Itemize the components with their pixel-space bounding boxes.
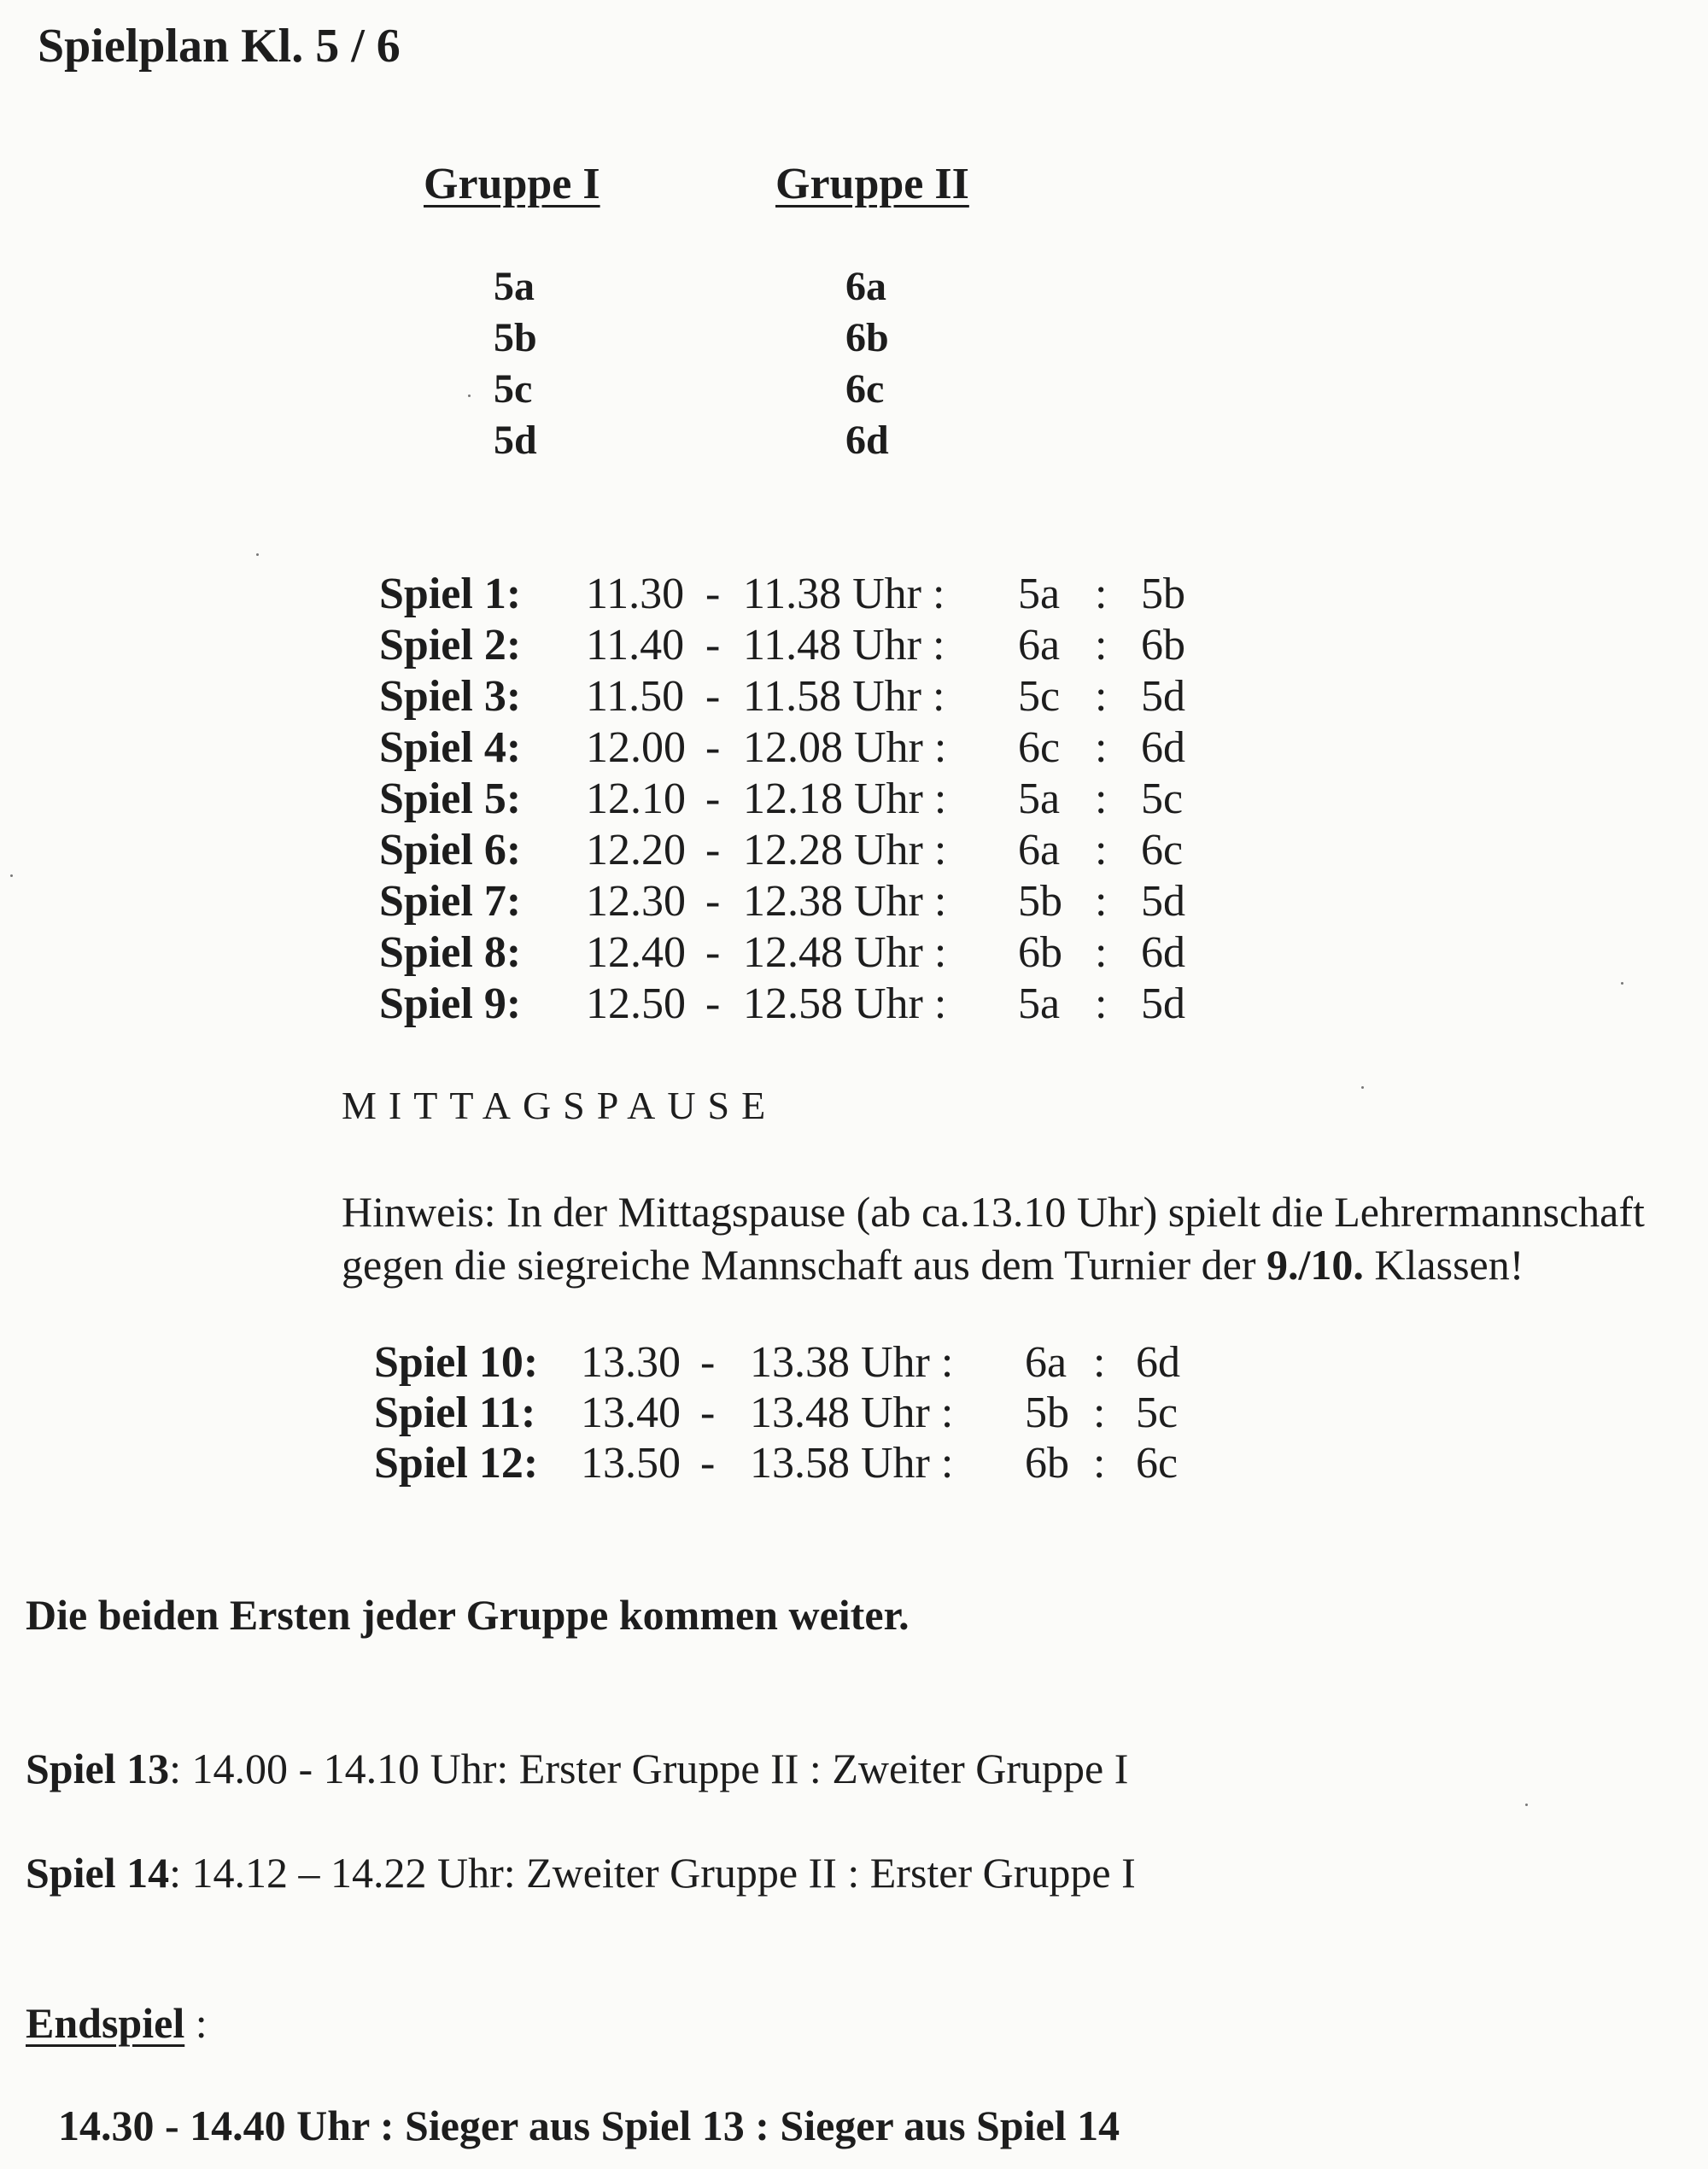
home-team: 5b — [1018, 877, 1062, 926]
game-label: Spiel 12: — [374, 1439, 539, 1488]
notice-text — [342, 1185, 1708, 1291]
home-team: 5a — [1018, 775, 1061, 823]
game-label: Spiel 6: — [379, 826, 522, 874]
time-separator: - — [705, 928, 721, 977]
game-label: Spiel 2: — [379, 621, 522, 669]
versus-separator: : — [1095, 928, 1108, 977]
home-team: 5a — [1018, 570, 1061, 618]
lunch-break-heading: MITTAGSPAUSE — [342, 1084, 778, 1127]
game-end-time: 12.28 Uhr : — [743, 826, 947, 874]
versus-separator: : — [1095, 621, 1108, 669]
home-team: 5b — [1025, 1389, 1069, 1437]
home-team: 5a — [1018, 979, 1061, 1028]
game-end-time: 12.48 Uhr : — [743, 928, 947, 977]
game-label: Spiel 1: — [379, 570, 522, 618]
away-team: 5b — [1141, 570, 1185, 618]
home-team: 6a — [1018, 621, 1061, 669]
semifinal-label: Spiel 13 — [26, 1745, 170, 1792]
away-team: 5d — [1141, 877, 1185, 926]
page-title: Spielplan Kl. 5 / 6 — [38, 20, 401, 73]
time-separator: - — [705, 826, 721, 874]
versus-separator: : — [1095, 877, 1108, 926]
game-label: Spiel 3: — [379, 672, 522, 721]
game-start-time: 12.10 — [586, 775, 686, 823]
group-1-team: 5d — [494, 418, 537, 463]
away-team: 5d — [1141, 672, 1185, 721]
time-separator: - — [705, 775, 721, 823]
away-team: 6d — [1141, 723, 1185, 772]
game-start-time: 11.50 — [586, 672, 685, 721]
time-separator: - — [705, 723, 721, 772]
scan-speck — [1621, 982, 1623, 985]
away-team: 6d — [1136, 1338, 1180, 1387]
versus-separator: : — [1095, 570, 1108, 618]
final-heading-colon: : — [184, 1999, 208, 2047]
time-separator: - — [700, 1338, 716, 1387]
group-1-team: 5b — [494, 315, 537, 360]
group-2-team: 6d — [845, 418, 889, 463]
home-team: 6c — [1018, 723, 1061, 772]
scan-speck — [1525, 1804, 1528, 1806]
versus-separator: : — [1095, 672, 1108, 721]
game-end-time: 12.58 Uhr : — [743, 979, 947, 1028]
game-end-time: 11.58 Uhr : — [743, 672, 945, 721]
game-label: Spiel 4: — [379, 723, 522, 772]
time-separator: - — [705, 979, 721, 1028]
game-start-time: 12.50 — [586, 979, 686, 1028]
game-end-time: 13.48 Uhr : — [750, 1389, 954, 1437]
group-1-team: 5a — [494, 264, 535, 309]
game-label: Spiel 9: — [379, 979, 522, 1028]
game-start-time: 13.40 — [581, 1389, 681, 1437]
final-game: 14.30 - 14.40 Uhr : Sieger aus Spiel 13 : Sieger aus Spiel 14 — [58, 2102, 1120, 2149]
home-team: 5c — [1018, 672, 1061, 721]
group-2-team: 6a — [845, 264, 886, 309]
game-start-time: 12.30 — [586, 877, 686, 926]
versus-separator: : — [1093, 1439, 1106, 1488]
time-separator: - — [705, 877, 721, 926]
game-end-time: 13.38 Uhr : — [750, 1338, 954, 1387]
semifinal-details: : 14.12 – 14.22 Uhr: Zweiter Gruppe II : Erster Gruppe I — [169, 1849, 1136, 1897]
group-1-team: 5c — [494, 366, 533, 412]
scan-speck — [468, 395, 471, 397]
game-end-time: 12.18 Uhr : — [743, 775, 947, 823]
final-heading — [26, 1998, 208, 2048]
versus-separator: : — [1095, 723, 1108, 772]
game-start-time: 11.40 — [586, 621, 685, 669]
home-team: 6a — [1018, 826, 1061, 874]
time-separator: - — [700, 1389, 716, 1437]
semifinal-details: : 14.00 - 14.10 Uhr: Erster Gruppe II : Zweiter Gruppe I — [169, 1745, 1129, 1792]
away-team: 5c — [1136, 1389, 1179, 1437]
home-team: 6b — [1025, 1439, 1069, 1488]
semifinal-14 — [26, 1848, 1136, 1897]
scan-speck — [256, 553, 259, 556]
game-label: Spiel 11: — [374, 1389, 536, 1437]
time-separator: - — [705, 621, 721, 669]
notice-line-1: Hinweis: In der Mittagspause (ab ca.13.10 Uhr) spielt die Lehrermannschaft — [342, 1188, 1645, 1236]
advance-rule: Die beiden Ersten jeder Gruppe kommen weiter. — [26, 1591, 910, 1639]
game-start-time: 11.30 — [586, 570, 685, 618]
group-2-heading: Gruppe II — [775, 160, 969, 208]
semifinal-13 — [26, 1744, 1128, 1793]
game-end-time: 11.48 Uhr : — [743, 621, 945, 669]
semifinal-label: Spiel 14 — [26, 1849, 170, 1897]
away-team: 6b — [1141, 621, 1185, 669]
game-end-time: 11.38 Uhr : — [743, 570, 945, 618]
time-separator: - — [705, 570, 721, 618]
scan-speck — [10, 874, 13, 877]
group-2-team: 6b — [845, 315, 889, 360]
versus-separator: : — [1095, 979, 1108, 1028]
time-separator: - — [700, 1439, 716, 1488]
game-start-time: 13.30 — [581, 1338, 681, 1387]
away-team: 5c — [1141, 775, 1184, 823]
away-team: 6c — [1136, 1439, 1179, 1488]
game-label: Spiel 7: — [379, 877, 522, 926]
home-team: 6b — [1018, 928, 1062, 977]
away-team: 6d — [1141, 928, 1185, 977]
notice-grade: 9./10. — [1266, 1241, 1364, 1289]
game-start-time: 12.40 — [586, 928, 686, 977]
versus-separator: : — [1093, 1338, 1106, 1387]
notice-line-2-start: gegen die siegreiche Mannschaft aus dem Turnier der — [342, 1241, 1267, 1289]
game-start-time: 13.50 — [581, 1439, 681, 1488]
group-2-team: 6c — [845, 366, 885, 412]
home-team: 6a — [1025, 1338, 1068, 1387]
game-start-time: 12.20 — [586, 826, 686, 874]
game-label: Spiel 10: — [374, 1338, 539, 1387]
final-heading-label: Endspiel — [26, 1999, 185, 2047]
scan-speck — [1361, 1086, 1364, 1089]
time-separator: - — [705, 672, 721, 721]
versus-separator: : — [1095, 826, 1108, 874]
game-label: Spiel 5: — [379, 775, 522, 823]
versus-separator: : — [1093, 1389, 1106, 1437]
away-team: 5d — [1141, 979, 1185, 1028]
game-label: Spiel 8: — [379, 928, 522, 977]
game-end-time: 12.08 Uhr : — [743, 723, 947, 772]
versus-separator: : — [1095, 775, 1108, 823]
game-end-time: 13.58 Uhr : — [750, 1439, 954, 1488]
away-team: 6c — [1141, 826, 1184, 874]
game-start-time: 12.00 — [586, 723, 686, 772]
game-end-time: 12.38 Uhr : — [743, 877, 947, 926]
group-1-heading: Gruppe I — [424, 160, 600, 208]
notice-line-2-end: Klassen! — [1363, 1241, 1524, 1289]
